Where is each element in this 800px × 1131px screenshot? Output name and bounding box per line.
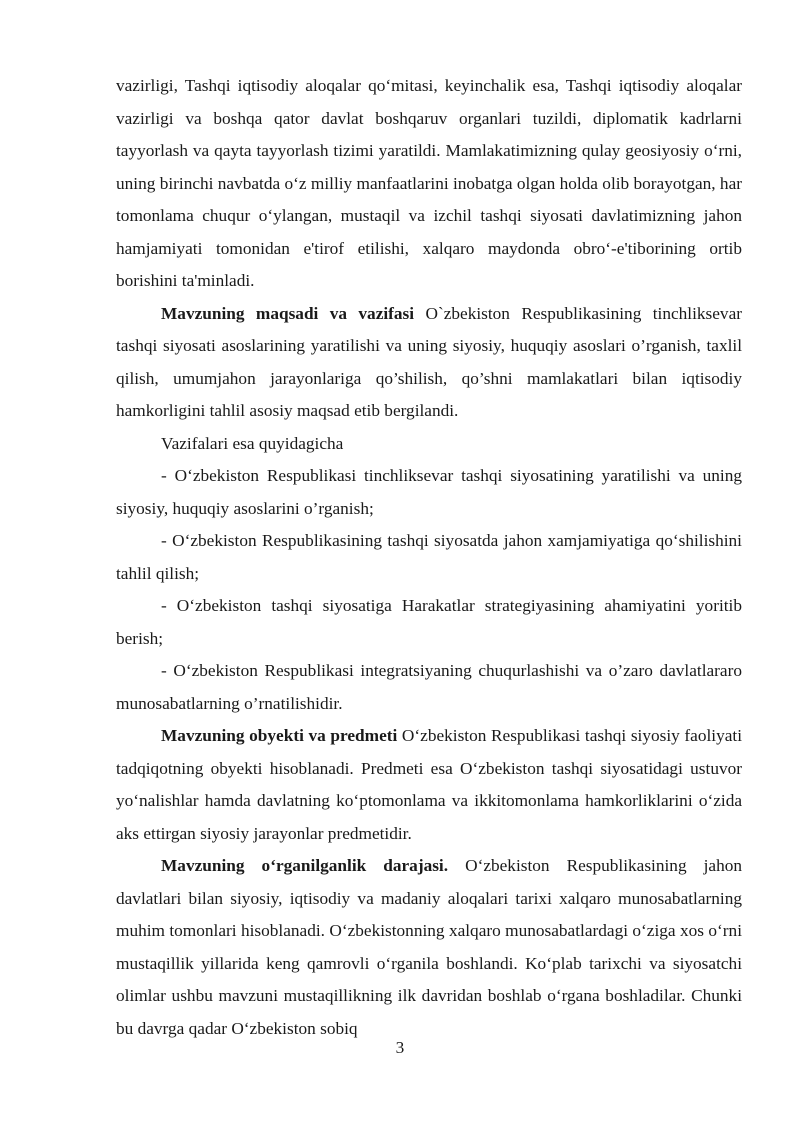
list-item-task-2: - O‘zbekiston Respublikasining tashqi siyosatda jahon xamjamiyatiga qo‘shilishini tahlil qilish; <box>116 531 742 583</box>
text-goal-and-tasks: O`zbekiston Respublikasining tinchliksevar tashqi siyosati asoslarining yaratilishi va uning siyosiy, huquqiy asoslari o’rganish, taxlil qilish, umumjahon jarayonlariga qo’shilish, qo’shni mamlakatlari bilan iqtisodiy hamkorligini tahlil asosiy maqsad etib bergilandi. <box>116 303 742 420</box>
paragraph-level-of-study <box>116 850 742 1045</box>
heading-object-and-subject: Mavzuning obyekti va predmeti <box>161 726 398 745</box>
paragraph-tasks-intro: Vazifalari esa quyidagicha <box>161 433 344 453</box>
text-level-of-study: O‘zbekiston Respublikasining jahon davlatlari bilan siyosiy, iqtisodiy va madaniy aloqalari tarixi xalqaro munosabatlarning muhim tomonlari hisoblanadi. O‘zbekistonning xalqaro munosabatlardagi o‘ziga xos o‘rni mustaqillik yillarida keng qamrovli o‘rganila boshlandi. Ko‘plab tarixchi va siyosatchi olimlar ushbu mavzuni mustaqillikning ilk davridan boshlab o‘rgana boshladilar. Chunki bu davrga qadar O‘zbekiston sobiq <box>116 856 742 1038</box>
list-item-task-4: - O‘zbekiston Respublikasi integratsiyaning chuqurlashishi va o’zaro davlatlararo munosabatlarning o’rnatilishidir. <box>116 661 742 713</box>
heading-goal-and-tasks: Mavzuning maqsadi va vazifasi <box>161 303 415 323</box>
paragraph-intro-continuation: vazirligi, Tashqi iqtisodiy aloqalar qo‘mitasi, keyinchalik esa, Tashqi iqtisodiy aloqalar vazirligi va boshqa qator davlat boshqaruv organlari tuzildi, diplomatik kadrlarni tayyorlash va qayta tayyorlash tizimi yaratildi. Mamlakatimizning qulay geosiyosiy o‘rni, uning birinchi navbatda o‘z milliy manfaatlarini inobatga olgan holda olib borayotgan, har tomonlama chuqur o‘ylangan, mustaqil va izchil tashqi siyosati davlatimizning jahon hamjamiyati tomonidan e'tirof etilishi, xalqaro maydonda obro‘-e'tiborining ortib borishini ta'minladi. <box>116 76 742 290</box>
document-page <box>116 70 742 1045</box>
heading-level-of-study: Mavzuning o‘rganilganlik darajasi. <box>161 856 449 875</box>
list-item-task-3: - O‘zbekiston tashqi siyosatiga Harakatlar strategiyasining ahamiyatini yoritib berish; <box>116 596 742 648</box>
paragraph-goal-and-tasks <box>116 298 742 428</box>
paragraph-object-and-subject <box>116 720 742 850</box>
list-item-task-1: - O‘zbekiston Respublikasi tinchliksevar tashqi siyosatining yaratilishi va uning siyosiy, huquqiy asoslarini o’rganish; <box>116 466 742 518</box>
page-number: 3 <box>395 1038 405 1057</box>
text-object-and-subject: O‘zbekiston Respublikasi tashqi siyosiy faoliyati tadqiqotning obyekti hisoblanadi. Predmeti esa O‘zbekiston tashqi siyosatidagi ustuvor yo‘nalishlar hamda davlatning ko‘ptomonlama va ikkitomonlama hamkorliklarini o‘zida aks ettirgan siyosiy jarayonlar predmetidir. <box>116 726 742 843</box>
